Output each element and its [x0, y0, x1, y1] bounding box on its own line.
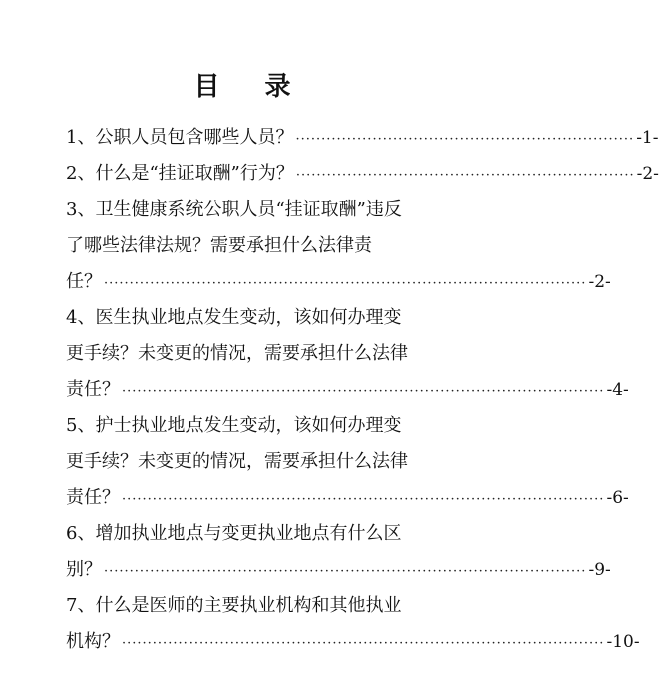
toc-entry-line	[66, 300, 418, 336]
toc-entry-2[interactable]	[66, 156, 659, 192]
toc-entry-line	[66, 624, 640, 660]
toc-entry-line	[66, 552, 611, 588]
dot-leader: ······························································································	[104, 564, 587, 579]
dot-leader: ······························································································	[104, 276, 587, 291]
toc-entry-line	[66, 228, 418, 264]
toc-page-number: -2-	[588, 272, 611, 292]
toc-page-number: -9-	[588, 560, 611, 580]
dot-leader: ······························································································	[122, 636, 605, 651]
dot-leader: ······························································································	[122, 492, 605, 507]
toc-entry-text: 5、护士执业地点发生变动，该如何办理变	[66, 415, 402, 436]
toc-entry-5[interactable]	[66, 408, 629, 516]
toc-entry-4[interactable]	[66, 300, 629, 408]
toc-entry-text: 了哪些法律法规？需要承担什么法律责	[66, 235, 372, 256]
toc-entry-1[interactable]	[66, 120, 659, 156]
toc-entry-3[interactable]	[66, 192, 611, 300]
dot-leader: ··································································	[295, 168, 635, 183]
toc-entry-text: 更手续？未变更的情况，需要承担什么法律	[66, 343, 408, 364]
toc-entry-text: 1、公职人员包含哪些人员？	[66, 127, 294, 148]
toc-entry-line	[66, 480, 629, 516]
toc-entry-7[interactable]	[66, 588, 640, 660]
toc-page-number: -4-	[606, 380, 629, 400]
toc-page-number: -10-	[606, 632, 640, 652]
toc-entry-text: 机构？	[66, 631, 120, 652]
toc-title: 目 录	[193, 72, 309, 102]
toc-entry-text: 4、医生执业地点发生变动，该如何办理变	[66, 307, 402, 328]
toc-entry-line	[66, 408, 418, 444]
dot-leader: ······························································································	[122, 384, 605, 399]
toc-entry-6[interactable]	[66, 516, 611, 588]
dot-leader: ··································································	[295, 132, 635, 147]
toc-entry-line	[66, 444, 418, 480]
toc-entry-line	[66, 156, 659, 192]
toc-entry-text: 更手续？未变更的情况，需要承担什么法律	[66, 451, 408, 472]
toc-entry-line	[66, 372, 629, 408]
toc-page-number: -6-	[606, 488, 629, 508]
toc-page-number: -1-	[636, 128, 659, 148]
toc-entry-text: 责任？	[66, 379, 120, 400]
toc-entry-line	[66, 516, 418, 552]
toc-entry-line	[66, 120, 659, 156]
toc-entry-text: 7、什么是医师的主要执业机构和其他执业	[66, 595, 402, 616]
toc-entry-text: 3、卫生健康系统公职人员“挂证取酬”违反	[66, 199, 402, 220]
toc-entry-line	[66, 336, 418, 372]
toc-page-number: -2-	[636, 164, 659, 184]
toc-entry-text: 2、什么是“挂证取酬”行为？	[66, 163, 294, 184]
toc-entry-text: 任？	[66, 271, 102, 292]
toc-entry-line	[66, 264, 611, 300]
table-of-contents	[66, 120, 659, 660]
toc-entry-text: 责任？	[66, 487, 120, 508]
toc-entry-text: 别？	[66, 559, 102, 580]
toc-entry-line	[66, 192, 418, 228]
toc-entry-line	[66, 588, 418, 624]
toc-entry-text: 6、增加执业地点与变更执业地点有什么区	[66, 523, 402, 544]
